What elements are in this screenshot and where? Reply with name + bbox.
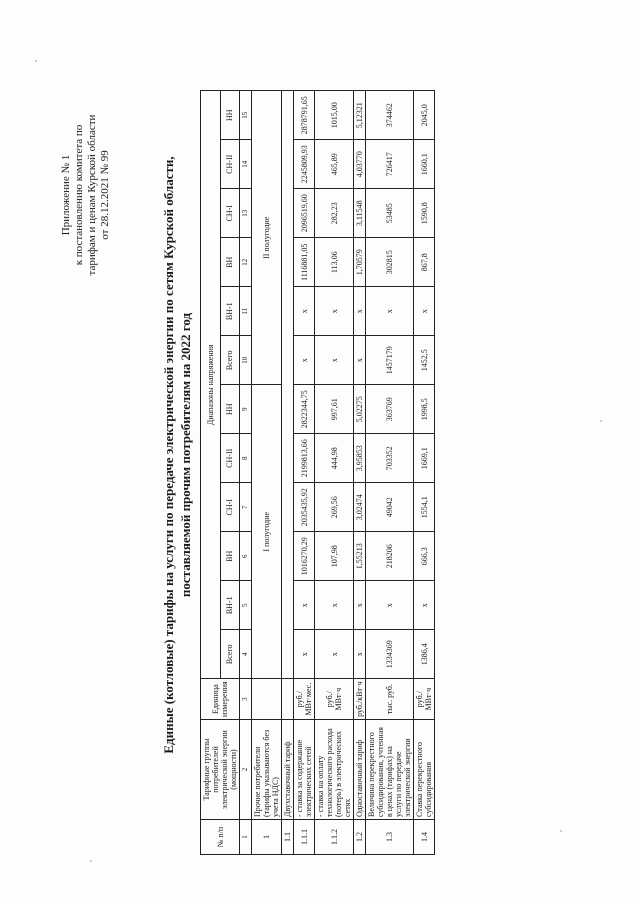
appendix-line: от 28.12.2021 № 99 xyxy=(99,150,111,240)
row-value: x xyxy=(315,581,354,630)
empty-cell xyxy=(282,91,294,679)
row-value: x xyxy=(354,336,366,385)
tariff-table xyxy=(200,90,435,855)
row-unit: тыс. руб. xyxy=(366,679,414,720)
table-row xyxy=(414,91,435,855)
header-voltage-col: Всего xyxy=(220,336,240,385)
row-value: 2096519,60 xyxy=(294,189,315,238)
row-value: 363769 xyxy=(366,385,414,434)
row-value: 703352 xyxy=(366,434,414,483)
table-row xyxy=(294,91,315,855)
row-value: 666,3 xyxy=(414,532,435,581)
header-voltage-col: ВН xyxy=(220,532,240,581)
row-value: 2878791,65 xyxy=(294,91,315,140)
row-value: 1660,1 xyxy=(414,140,435,189)
row-group-name: Двухставочный тариф xyxy=(282,720,294,820)
row-value: 4,03770 xyxy=(354,140,366,189)
row-value: 1590,8 xyxy=(414,189,435,238)
row-number: 1.1.1 xyxy=(294,820,315,855)
row-unit: руб./МВт·мес. xyxy=(294,679,315,720)
column-number: 3 xyxy=(240,679,252,720)
row-value: 269,56 xyxy=(315,483,354,532)
row-value: 726417 xyxy=(366,140,414,189)
row-value: x xyxy=(354,287,366,336)
table-row xyxy=(252,91,282,855)
row-value: 2822344,75 xyxy=(294,385,315,434)
appendix-block xyxy=(60,65,112,325)
row-value: 282,23 xyxy=(315,189,354,238)
row-group-name: - ставка за содержание электрических сетей xyxy=(294,720,315,820)
header-voltage-col: НН xyxy=(220,91,240,140)
row-value: 1,55213 xyxy=(354,532,366,581)
row-value: 5,02275 xyxy=(354,385,366,434)
row-group-name: - ставка на оплату технологического расхода (потерь) в электрических сетях xyxy=(315,720,354,820)
column-number: 4 xyxy=(240,630,252,679)
table-row xyxy=(366,91,414,855)
column-number: 9 xyxy=(240,385,252,434)
row-unit xyxy=(252,679,282,720)
table-row xyxy=(354,91,366,855)
row-value: 1669,1 xyxy=(414,434,435,483)
half-year-label: II полугодие xyxy=(252,91,282,385)
row-value: 1452,5 xyxy=(414,336,435,385)
row-value: 3,02474 xyxy=(354,483,366,532)
row-value: x xyxy=(366,581,414,630)
row-number: 1.2 xyxy=(354,820,366,855)
row-group-name: Величина перекрестного субсидирования, учтенная в ценах (тарифах) на услуги по передаче электрической энергии xyxy=(366,720,414,820)
column-number: 6 xyxy=(240,532,252,581)
row-value: x xyxy=(414,581,435,630)
header-voltage-col: ВН-1 xyxy=(220,581,240,630)
appendix-line: тарифам и ценам Курской области xyxy=(86,114,98,276)
column-number: 2 xyxy=(240,720,252,820)
header-voltage-col: СН-I xyxy=(220,189,240,238)
table-row xyxy=(282,91,294,855)
header-voltage-col: Всего xyxy=(220,630,240,679)
row-value: 49042 xyxy=(366,483,414,532)
table-row xyxy=(315,91,354,855)
header-voltage-col: СН-I xyxy=(220,483,240,532)
row-value: 444,98 xyxy=(315,434,354,483)
title-line: поставляемой прочим потребителям на 2022 год xyxy=(178,312,193,598)
row-value: x xyxy=(354,581,366,630)
column-number: 10 xyxy=(240,336,252,385)
row-value: x xyxy=(315,630,354,679)
row-group-name: Одноставочный тариф xyxy=(354,720,366,820)
row-value: 374462 xyxy=(366,91,414,140)
header-group: Тарифные группы потребителей электрической энергии (мощности) xyxy=(201,720,240,820)
header-voltage-col: СН-II xyxy=(220,434,240,483)
table-body xyxy=(240,91,435,855)
header-voltage-col: ВН xyxy=(220,238,240,287)
row-value: 53485 xyxy=(366,189,414,238)
row-value: 997,61 xyxy=(315,385,354,434)
row-unit xyxy=(282,679,294,720)
row-value: 107,98 xyxy=(315,532,354,581)
row-value: 1998,5 xyxy=(414,385,435,434)
row-value: x xyxy=(294,287,315,336)
row-value: 218206 xyxy=(366,532,414,581)
row-value: 1554,1 xyxy=(414,483,435,532)
row-group-name: Ставка перекрестного субсидирования xyxy=(414,720,435,820)
header-voltage-col: НН xyxy=(220,385,240,434)
document-title xyxy=(160,65,194,845)
row-group-name: Прочие потребители (тарифы указываются без учета НДС) xyxy=(252,720,282,820)
row-value: 1334369 xyxy=(366,630,414,679)
header-unit: Единица измерения xyxy=(201,679,240,720)
row-number: 1.3 xyxy=(366,820,414,855)
header-ranges: Диапазоны напряжения xyxy=(201,91,221,679)
row-number: 1.1 xyxy=(282,820,294,855)
row-value: x xyxy=(294,581,315,630)
row-value: 1386,4 xyxy=(414,630,435,679)
row-value: x xyxy=(315,336,354,385)
appendix-line: к постановлению комитета по xyxy=(73,124,85,266)
row-number: 1.1.2 xyxy=(315,820,354,855)
row-value: 1457179 xyxy=(366,336,414,385)
row-unit: руб./МВт·ч xyxy=(414,679,435,720)
column-number: 13 xyxy=(240,189,252,238)
title-line: Единые (котловые) тарифы на услуги по передаче электрической энергии по сетям Курской области, xyxy=(161,156,176,754)
row-value: x xyxy=(414,287,435,336)
row-value: 113,06 xyxy=(315,238,354,287)
row-unit: руб./МВт·ч xyxy=(315,679,354,720)
row-value: x xyxy=(366,287,414,336)
header-voltage-col: СН-II xyxy=(220,140,240,189)
row-value: 465,89 xyxy=(315,140,354,189)
row-value: 2245809,93 xyxy=(294,140,315,189)
row-value: 5,12321 xyxy=(354,91,366,140)
appendix-line: Приложение № 1 xyxy=(60,154,72,236)
row-value: 2199813,66 xyxy=(294,434,315,483)
row-value: x xyxy=(294,630,315,679)
row-number: 1 xyxy=(252,820,282,855)
header-voltage-col: ВН-1 xyxy=(220,287,240,336)
row-value: 1,70579 xyxy=(354,238,366,287)
row-unit: руб./кВт·ч xyxy=(354,679,366,720)
row-value: 2045,0 xyxy=(414,91,435,140)
row-value: x xyxy=(354,630,366,679)
row-value: 2035435,92 xyxy=(294,483,315,532)
column-number: 8 xyxy=(240,434,252,483)
row-value: 3,11548 xyxy=(354,189,366,238)
row-number: 1.4 xyxy=(414,820,435,855)
row-value: x xyxy=(315,287,354,336)
row-value: x xyxy=(294,336,315,385)
rotated-document xyxy=(20,15,620,885)
column-number: 7 xyxy=(240,483,252,532)
column-number: 14 xyxy=(240,140,252,189)
row-value: 3,95853 xyxy=(354,434,366,483)
column-number: 15 xyxy=(240,91,252,140)
row-value: 1015,00 xyxy=(315,91,354,140)
header-colnum-row xyxy=(240,91,252,855)
row-value: 867,8 xyxy=(414,238,435,287)
half-year-label: I полугодие xyxy=(252,385,282,679)
column-number: 5 xyxy=(240,581,252,630)
row-value: 302815 xyxy=(366,238,414,287)
column-number: 11 xyxy=(240,287,252,336)
column-number: 12 xyxy=(240,238,252,287)
row-value: 1016270,29 xyxy=(294,532,315,581)
row-value: 1116881,05 xyxy=(294,238,315,287)
column-number: 1 xyxy=(240,820,252,855)
header-num: № п/п xyxy=(201,820,240,855)
